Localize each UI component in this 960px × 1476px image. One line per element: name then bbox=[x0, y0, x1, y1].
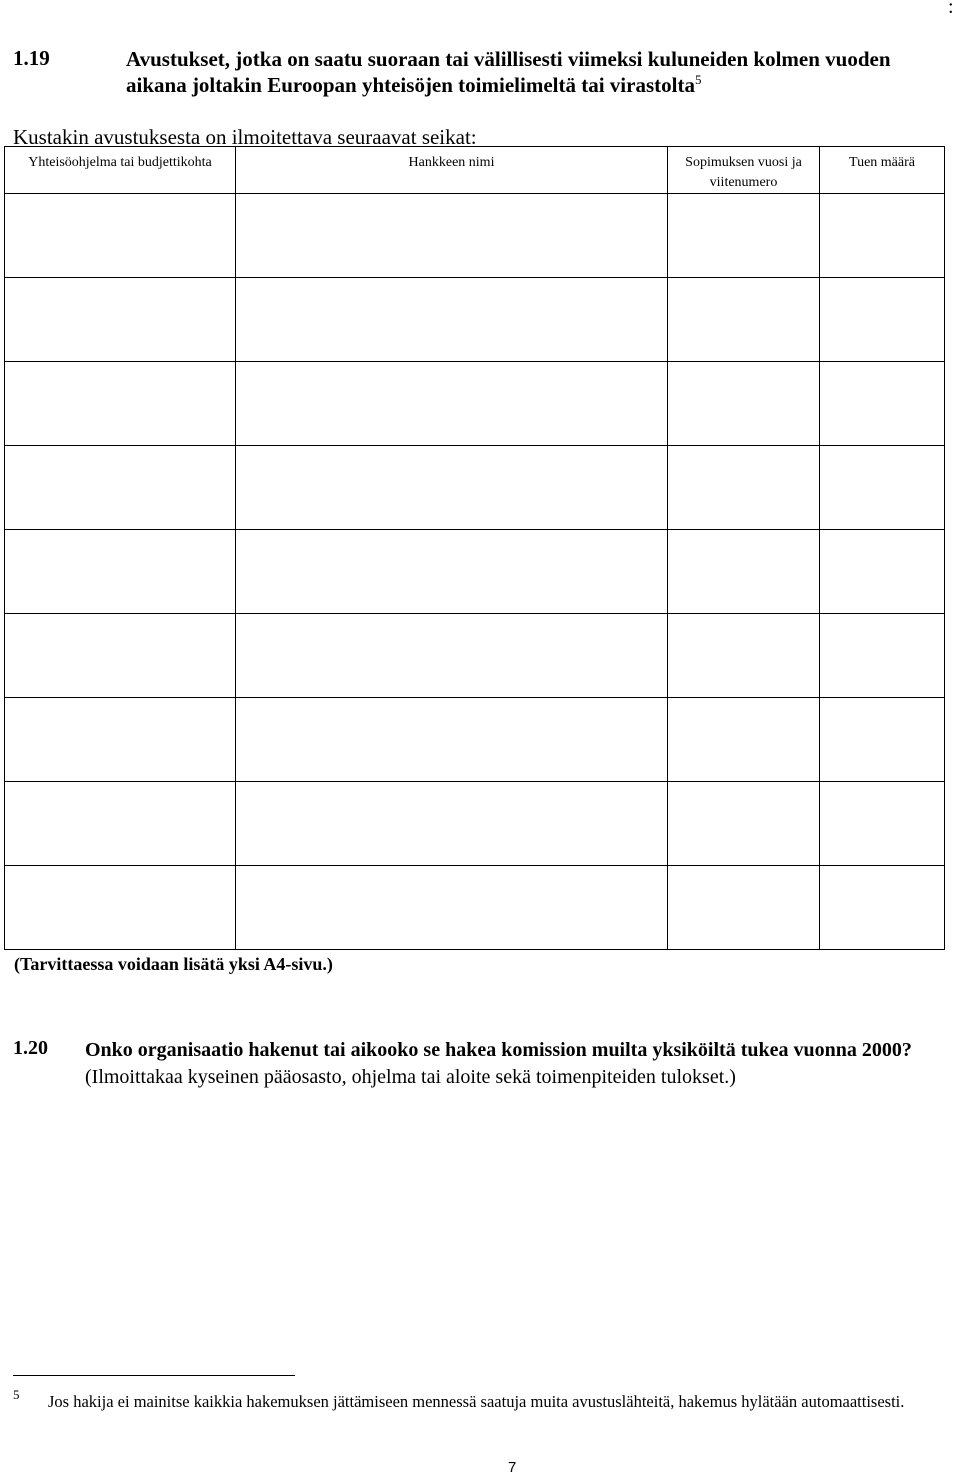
table-cell[interactable] bbox=[236, 614, 668, 698]
grants-table bbox=[4, 146, 945, 950]
table-cell[interactable] bbox=[820, 278, 945, 362]
column-header-project-name: Hankkeen nimi bbox=[236, 147, 668, 194]
footnote-number: 5 bbox=[13, 1387, 20, 1402]
table-row bbox=[5, 530, 945, 614]
table-body bbox=[5, 194, 945, 950]
question-normal-text: (Ilmoittakaa kyseinen pääosasto, ohjelma tai aloite sekä toimenpiteiden tulokset.) bbox=[85, 1066, 736, 1088]
table-cell[interactable] bbox=[236, 278, 668, 362]
table-cell[interactable] bbox=[820, 866, 945, 950]
table-cell[interactable] bbox=[668, 278, 820, 362]
table-row bbox=[5, 866, 945, 950]
table-cell[interactable] bbox=[820, 698, 945, 782]
table-cell[interactable] bbox=[236, 866, 668, 950]
table-cell[interactable] bbox=[668, 614, 820, 698]
footnote-reference: 5 bbox=[694, 72, 702, 87]
page-number: 7 bbox=[508, 1459, 517, 1476]
table-cell[interactable] bbox=[5, 782, 236, 866]
section-title bbox=[126, 46, 946, 98]
table-cell[interactable] bbox=[668, 530, 820, 614]
column-header-programme: Yhteisöohjelma tai budjettikohta bbox=[5, 147, 236, 194]
table-cell[interactable] bbox=[668, 362, 820, 446]
table-cell[interactable] bbox=[236, 530, 668, 614]
column-header-contract: Sopimuksen vuosi ja viitenumero bbox=[668, 147, 820, 194]
table-cell[interactable] bbox=[668, 866, 820, 950]
table-cell[interactable] bbox=[5, 194, 236, 278]
table-cell[interactable] bbox=[5, 614, 236, 698]
question-bold-text: Onko organisaatio hakenut tai aikooko se hakea komission muilta yksiköiltä tukea vuonna 2000? bbox=[85, 1039, 912, 1061]
table-cell[interactable] bbox=[820, 446, 945, 530]
table-cell[interactable] bbox=[820, 782, 945, 866]
table-cell[interactable] bbox=[668, 698, 820, 782]
table-cell[interactable] bbox=[236, 362, 668, 446]
table-cell[interactable] bbox=[668, 446, 820, 530]
table-cell[interactable] bbox=[5, 866, 236, 950]
footnote-text: Jos hakija ei mainitse kaikkia hakemuksen jättämiseen mennessä saatuja muita avustuslähteitä, hakemus hylätään automaattisesti. bbox=[48, 1392, 905, 1411]
question-text bbox=[85, 1037, 935, 1091]
table-cell[interactable] bbox=[5, 362, 236, 446]
table-cell[interactable] bbox=[5, 698, 236, 782]
table-row bbox=[5, 614, 945, 698]
table-cell[interactable] bbox=[5, 278, 236, 362]
table-cell[interactable] bbox=[5, 446, 236, 530]
table-cell[interactable] bbox=[820, 530, 945, 614]
corner-mark: : bbox=[948, 0, 954, 18]
table-cell[interactable] bbox=[236, 446, 668, 530]
table-row bbox=[5, 194, 945, 278]
footnote-divider bbox=[13, 1375, 295, 1376]
table-row bbox=[5, 698, 945, 782]
table-cell[interactable] bbox=[236, 782, 668, 866]
column-header-amount: Tuen määrä bbox=[820, 147, 945, 194]
table-row bbox=[5, 278, 945, 362]
question-number: 1.20 bbox=[13, 1037, 48, 1059]
table-cell[interactable] bbox=[236, 194, 668, 278]
section-number: 1.19 bbox=[13, 46, 50, 70]
table-row bbox=[5, 446, 945, 530]
table-row bbox=[5, 782, 945, 866]
table-cell[interactable] bbox=[820, 614, 945, 698]
table-row bbox=[5, 362, 945, 446]
table-header-row bbox=[5, 147, 945, 194]
table-cell[interactable] bbox=[668, 782, 820, 866]
table-cell[interactable] bbox=[820, 362, 945, 446]
table-cell[interactable] bbox=[236, 698, 668, 782]
page-add-note: (Tarvittaessa voidaan lisätä yksi A4-sivu.) bbox=[14, 954, 333, 974]
intro-text: Kustakin avustuksesta on ilmoitettava seuraavat seikat: bbox=[13, 125, 477, 149]
section-title-text: Avustukset, jotka on saatu suoraan tai välillisesti viimeksi kuluneiden kolmen vuoden aikana joltakin Euroopan yhteisöjen toimielimeltä tai virastolta bbox=[126, 47, 891, 97]
table-cell[interactable] bbox=[668, 194, 820, 278]
table-cell[interactable] bbox=[5, 530, 236, 614]
table-cell[interactable] bbox=[820, 194, 945, 278]
